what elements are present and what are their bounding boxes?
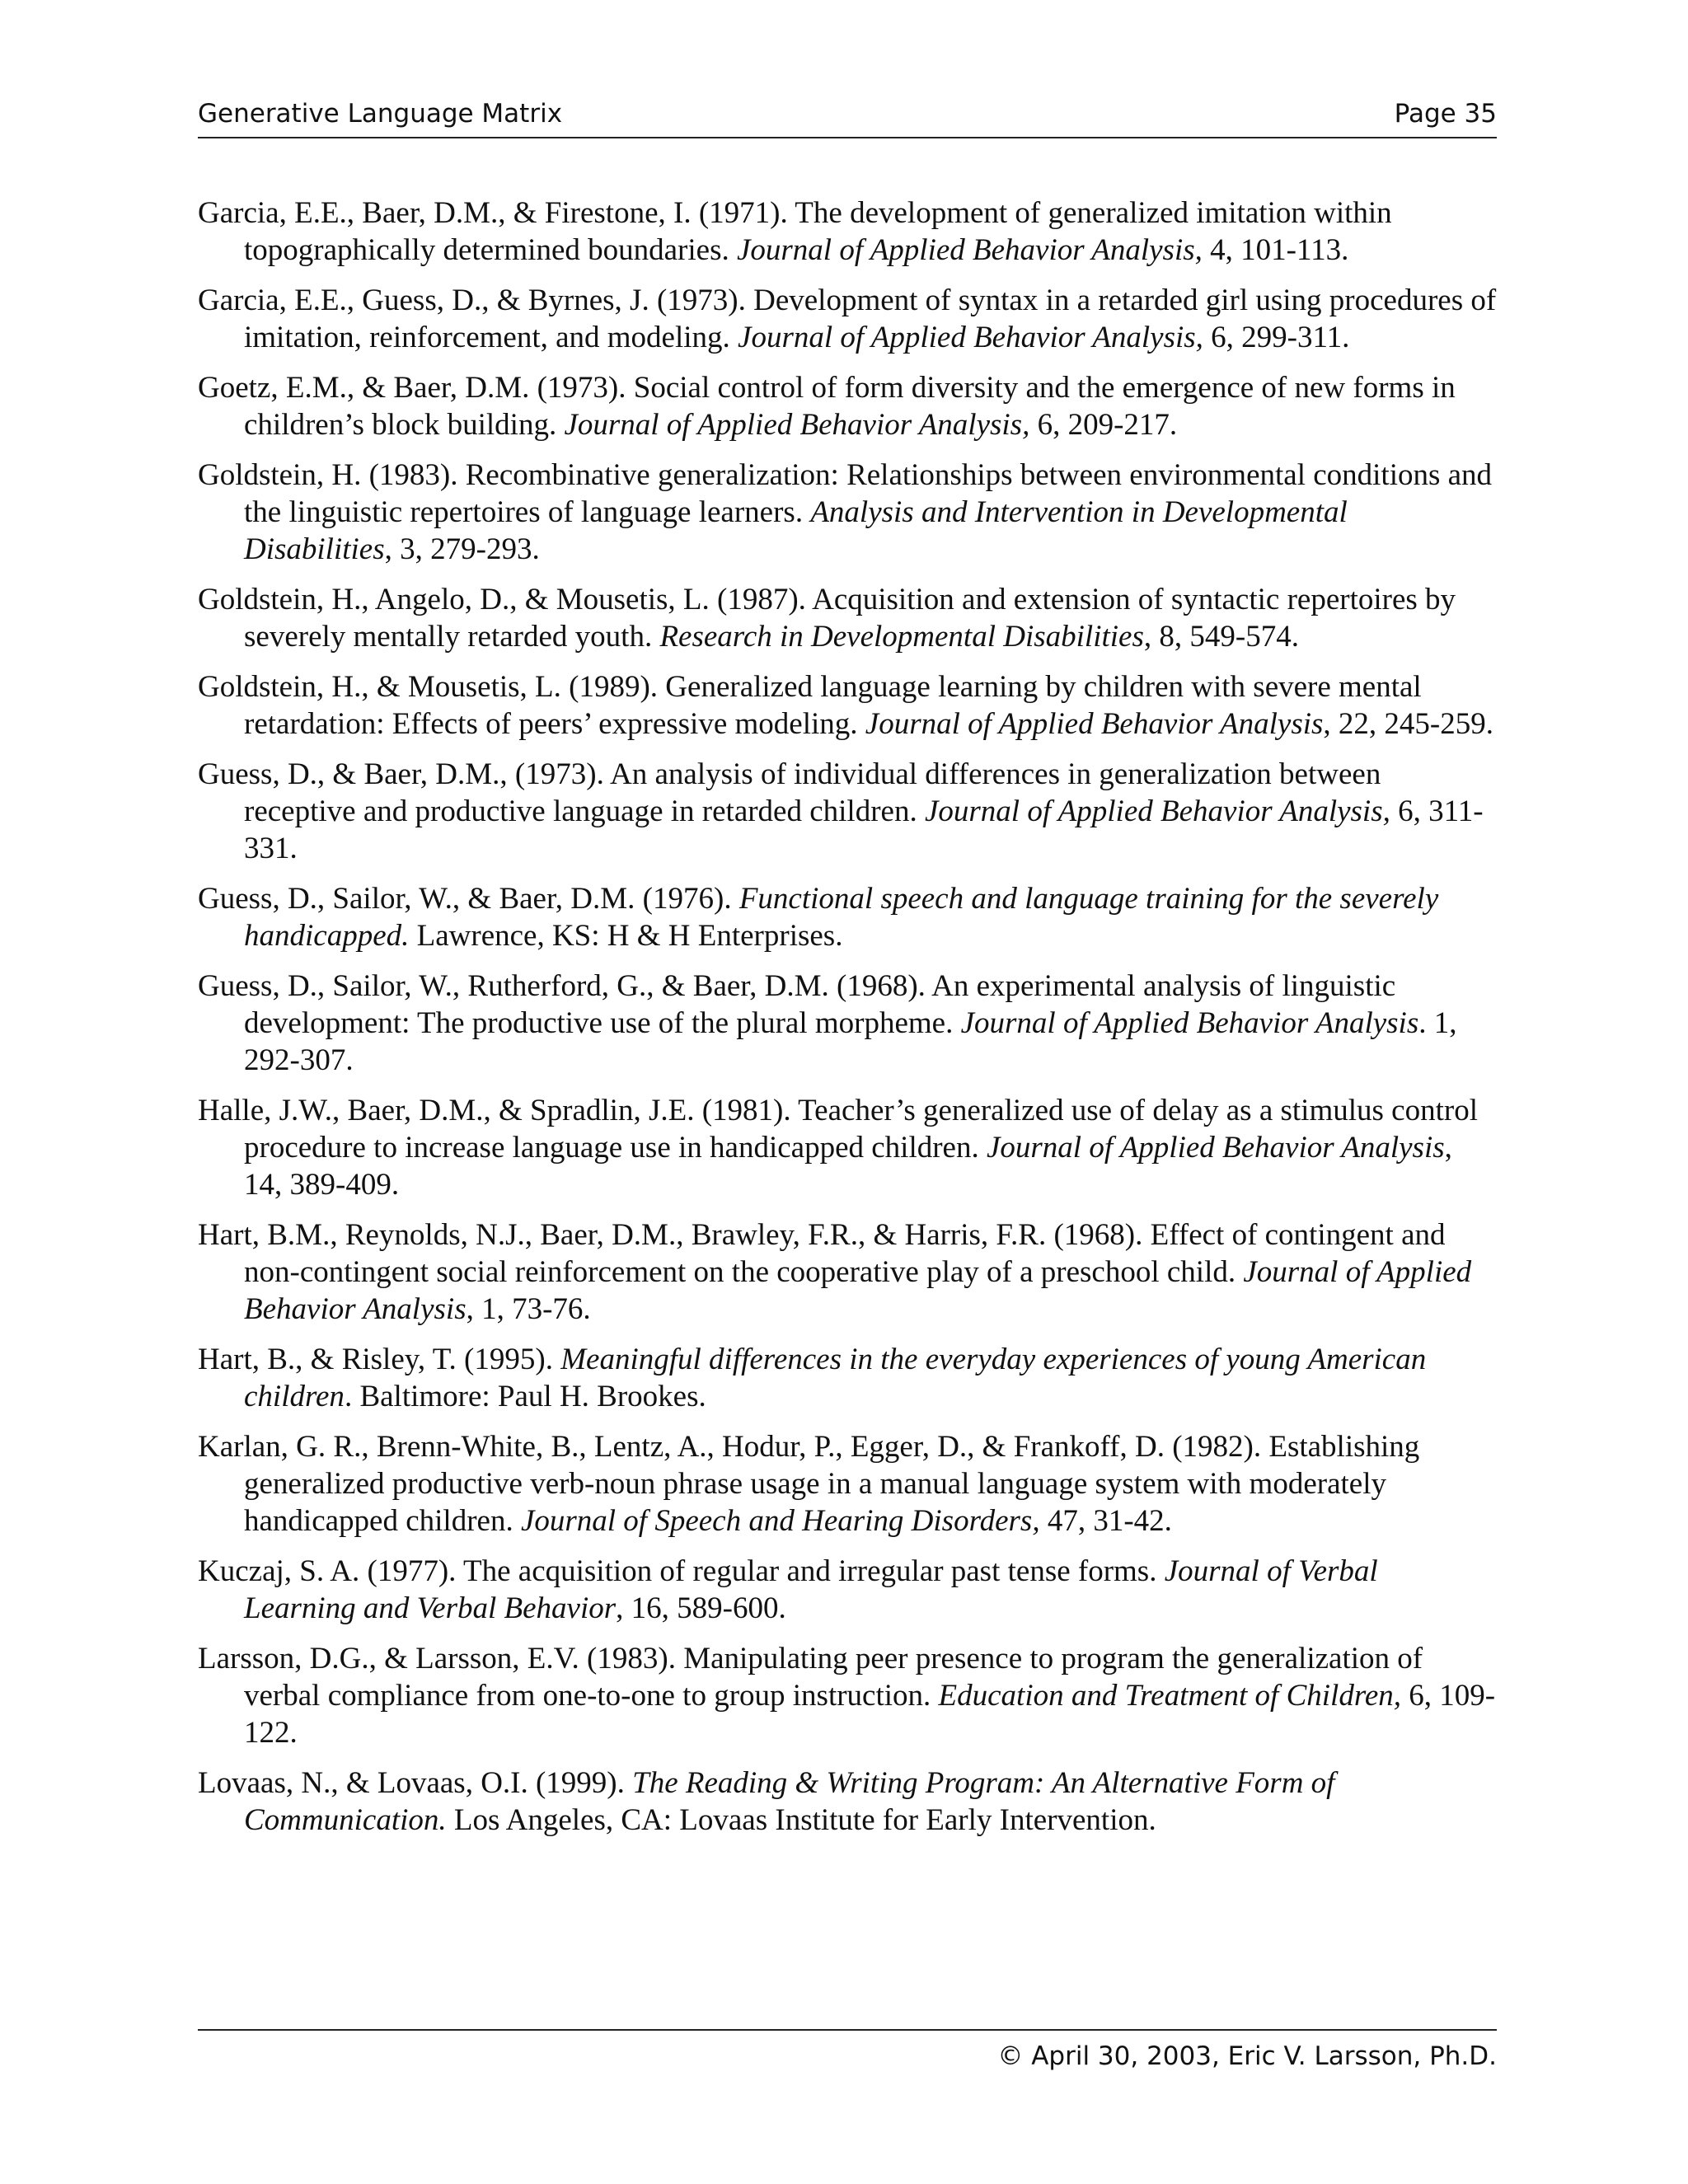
reference-text: Kuczaj, S. A. (1977). The acquisition of regular and irregular past tense forms.	[198, 1554, 1165, 1588]
reference-text: Hart, B.M., Reynolds, N.J., Baer, D.M., Brawley, F.R., & Harris, F.R. (1968). Effect of contingent and non-contingent social reinforcement on the cooperative play of a preschool child.	[198, 1218, 1446, 1289]
copyright-notice: © April 30, 2003, Eric V. Larsson, Ph.D.	[997, 2041, 1497, 2071]
document-title: Generative Language Matrix	[198, 99, 563, 129]
reference-entry	[198, 968, 1497, 1079]
reference-source: Journal of Applied Behavior Analysis,	[738, 321, 1203, 354]
reference-citation: 4, 101-113.	[1202, 233, 1349, 267]
reference-citation: , 14, 389-409.	[244, 1131, 1452, 1202]
reference-entry	[198, 282, 1497, 356]
page-header	[198, 97, 1497, 138]
reference-text: Karlan, G. R., Brenn-White, B., Lentz, A., Hodur, P., Egger, D., & Frankoff, D. (1982). Establishing generalized productive verb-noun phrase usage in a manual language system with moderately handicapped children.	[198, 1430, 1420, 1538]
reference-entry	[198, 1640, 1497, 1751]
page-footer	[198, 2029, 1497, 2074]
reference-entry	[198, 880, 1497, 954]
reference-citation: 6, 299-311.	[1203, 321, 1350, 354]
reference-citation: , 22, 245-259.	[1323, 707, 1493, 741]
reference-text: Larsson, D.G., & Larsson, E.V. (1983). Manipulating peer presence to program the generalization of verbal compliance from one-to-one to group instruction.	[198, 1642, 1423, 1713]
reference-citation: , 16, 589-600.	[616, 1591, 786, 1625]
reference-citation: 6, 209-217.	[1029, 408, 1178, 442]
reference-source: Research in Developmental Disabilities	[659, 620, 1144, 654]
reference-citation: Los Angeles, CA: Lovaas Institute for Early Intervention.	[446, 1803, 1156, 1837]
reference-source: Journal of Applied Behavior Analysis	[960, 1006, 1419, 1040]
reference-text: Guess, D., Sailor, W., Rutherford, G., & Baer, D.M. (1968). An experimental analysis of linguistic development: The productive use of the plural morpheme.	[198, 969, 1396, 1040]
reference-entry	[198, 1092, 1497, 1203]
reference-entry	[198, 1428, 1497, 1540]
reference-text: Garcia, E.E., Baer, D.M., & Firestone, I. (1971). The development of generalized imitation within topographically determined boundaries.	[198, 196, 1392, 267]
reference-entry	[198, 1553, 1497, 1627]
reference-source: Analysis and Intervention in Developmental Disabilities	[244, 495, 1348, 566]
reference-text: Goetz, E.M., & Baer, D.M. (1973). Social control of form diversity and the emergence of new forms in children’s block building.	[198, 371, 1456, 442]
reference-entry	[198, 581, 1497, 655]
reference-source: Journal of Applied Behavior Analysis	[244, 1255, 1472, 1326]
reference-text: Hart, B., & Risley, T. (1995).	[198, 1343, 561, 1376]
reference-source: Meaningful differences in the everyday experiences of young American children	[244, 1343, 1427, 1413]
reference-entry	[198, 457, 1497, 568]
reference-entry	[198, 668, 1497, 743]
reference-source: Journal of Speech and Hearing Disorders,	[520, 1504, 1040, 1538]
reference-source: Journal of Applied Behavior Analysis,	[564, 408, 1030, 442]
reference-citation: . 1, 292-307.	[244, 1006, 1457, 1077]
reference-text: Guess, D., & Baer, D.M., (1973). An analysis of individual differences in generalization between receptive and productive language in retarded children.	[198, 757, 1381, 828]
reference-source: Education and Treatment of Children,	[938, 1679, 1402, 1713]
reference-text: Goldstein, H., Angelo, D., & Mousetis, L. (1987). Acquisition and extension of syntactic repertoires by severely mentally retarded youth.	[198, 583, 1456, 654]
reference-source: Journal of Applied Behavior Analysis	[865, 707, 1324, 741]
reference-text: Goldstein, H., & Mousetis, L. (1989). Generalized language learning by children with severe mental retardation: Effects of peers’ expressive modeling.	[198, 670, 1422, 741]
reference-source: Journal of Applied Behavior Analysis,	[736, 233, 1203, 267]
reference-source: The Reading & Writing Program: An Alternative Form of Communication.	[244, 1766, 1335, 1837]
reference-entry	[198, 194, 1497, 269]
reference-text: Guess, D., Sailor, W., & Baer, D.M. (1976).	[198, 882, 739, 916]
reference-citation: Lawrence, KS: H & H Enterprises.	[409, 919, 843, 953]
reference-citation: 6, 109-122.	[244, 1679, 1496, 1750]
reference-text: Goldstein, H. (1983). Recombinative generalization: Relationships between environmental conditions and the linguistic repertoires of language learners.	[198, 458, 1493, 529]
reference-entry	[198, 1216, 1497, 1328]
reference-text: Halle, J.W., Baer, D.M., & Spradlin, J.E. (1981). Teacher’s generalized use of delay as a stimulus control procedure to increase language use in handicapped children.	[198, 1094, 1478, 1165]
reference-citation: . Baltimore: Paul H. Brookes.	[344, 1380, 706, 1413]
reference-citation: , 1, 73-76.	[466, 1292, 591, 1326]
reference-text: Lovaas, N., & Lovaas, O.I. (1999).	[198, 1766, 633, 1800]
reference-citation: 6, 311-331.	[244, 794, 1484, 865]
reference-citation: , 8, 549-574.	[1143, 620, 1299, 654]
reference-text: Garcia, E.E., Guess, D., & Byrnes, J. (1973). Development of syntax in a retarded girl using procedures of imitation, reinforcement, and modeling.	[198, 284, 1497, 354]
reference-citation: , 3, 279-293.	[384, 532, 540, 566]
reference-source: Journal of Verbal Learning and Verbal Behavior	[244, 1554, 1378, 1625]
reference-entry	[198, 1341, 1497, 1415]
reference-entry	[198, 369, 1497, 443]
reference-citation: 47, 31-42.	[1039, 1504, 1172, 1538]
reference-list	[198, 194, 1497, 1852]
reference-source: Journal of Applied Behavior Analysis,	[924, 794, 1390, 828]
reference-entry	[198, 756, 1497, 867]
page-number: Page 35	[1394, 99, 1497, 129]
reference-entry	[198, 1765, 1497, 1839]
reference-source: Functional speech and language training for the severely handicapped.	[244, 882, 1439, 953]
reference-source: Journal of Applied Behavior Analysis	[986, 1131, 1445, 1165]
